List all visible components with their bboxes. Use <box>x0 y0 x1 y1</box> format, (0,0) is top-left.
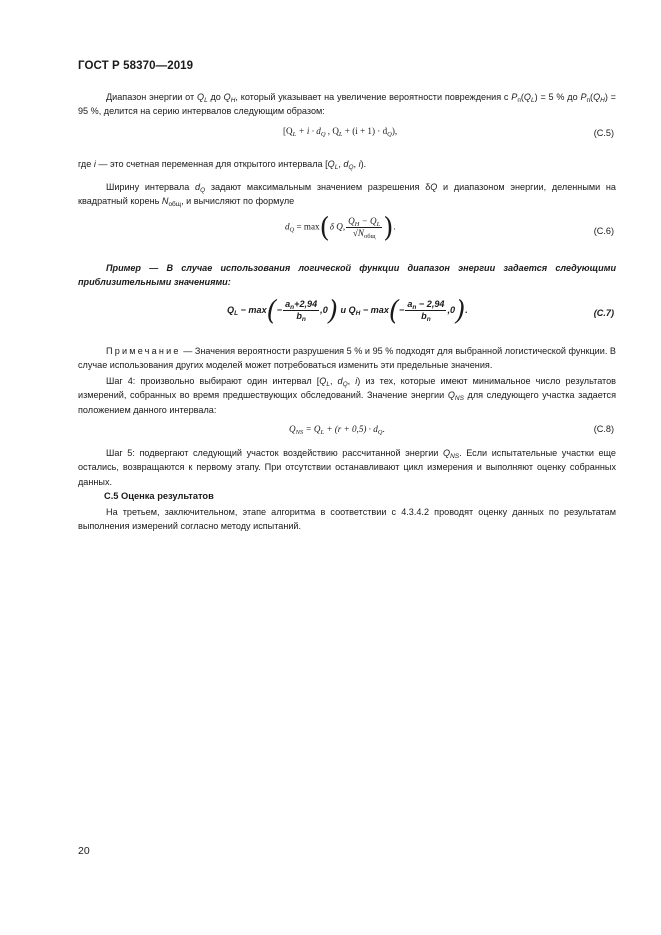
paragraph-evaluation: На третьем, заключительном, этапе алгоритма в соответствии с 4.3.4.2 проводят оценку данных по результатам выполнения измерений согласно методу испытаний. <box>78 507 616 532</box>
equation-c5: [$Q_L + i \cdot d_Q$ , $Q_L + (i + 1) \cdot d_Q$), <box>283 126 398 138</box>
paragraph-step-5: Шаг 5: подвергают следующий участок воздействию рассчитанной энергии $Q_{NS}$. Если испытательные участки еще остались, возвращаются к первому этапу. При отсутствии останавливают цикл измерения и выполняют оценку собранных данных. <box>78 448 616 487</box>
note-paragraph: Примечание — Значения вероятности разрушения 5 % и 95 % подходят для выбранной логистической функции. В случае использования других моделей может потребоваться изменить эти предельные значения. <box>78 346 616 371</box>
equation-c6: $d_Q = \max(\delta$ Q, $\frac{Q_H - Q_L}{√N_{общ}}$ ). <box>285 211 396 244</box>
equation-number-c7: (C.7) <box>593 308 614 318</box>
equation-c8: $Q_{NS} = Q_L + (r + 0,5) \cdot d_Q$. <box>289 424 385 436</box>
note-label: Примечание <box>106 346 181 356</box>
document-header: ГОСТ Р 58370—2019 <box>78 60 194 72</box>
example-text: Пример — В случае использования логической функции диапазон энергии задается следующими приблизительными значениями: <box>78 263 616 288</box>
paragraph-energy-range: Диапазон энергии от $Q_L$ до $Q_H$, который указывает на увеличение вероятности повреждения с $P_п(Q_L) = 5$ % до $P_п(Q_H) = 95$ %, делится на серию интервалов следующим образом: <box>78 92 616 117</box>
section-title-c5: С.5 Оценка результатов <box>104 491 214 501</box>
equation-c7: $Q_L - \max(-$ $\frac{a_n+2,94}{b_n}$ ,0) и $Q_H - \max(-$ $\frac{a_n - 2,94}{b_n}$ ,0). <box>227 294 468 327</box>
equation-number-c6: (C.6) <box>593 226 614 236</box>
paragraph-interval-width: Ширину интервала $d_Q$ задают максимальным значением разрешения δQ и диапазоном энергии, деленными на квадратный корень $N_{общ}$, и вычисляют по формуле <box>78 182 616 209</box>
equation-number-c8: (C.8) <box>593 424 614 434</box>
paragraph-step-4: Шаг 4: произвольно выбирают один интервал [$Q_L$, $d_Q$, i) из тех, которые имеют минимальное число результатов измерений, собранных во время предшествующих обследований. Значение энергии $Q_{NS}$ для следующего участка задается положением данного интервала: <box>78 376 617 415</box>
equation-number-c5: (C.5) <box>593 128 614 138</box>
paragraph-where-i: где i — это счетная переменная для открытого интервала [$Q_L$, $d_Q$, i). <box>78 159 367 171</box>
page-number: 20 <box>78 845 90 857</box>
